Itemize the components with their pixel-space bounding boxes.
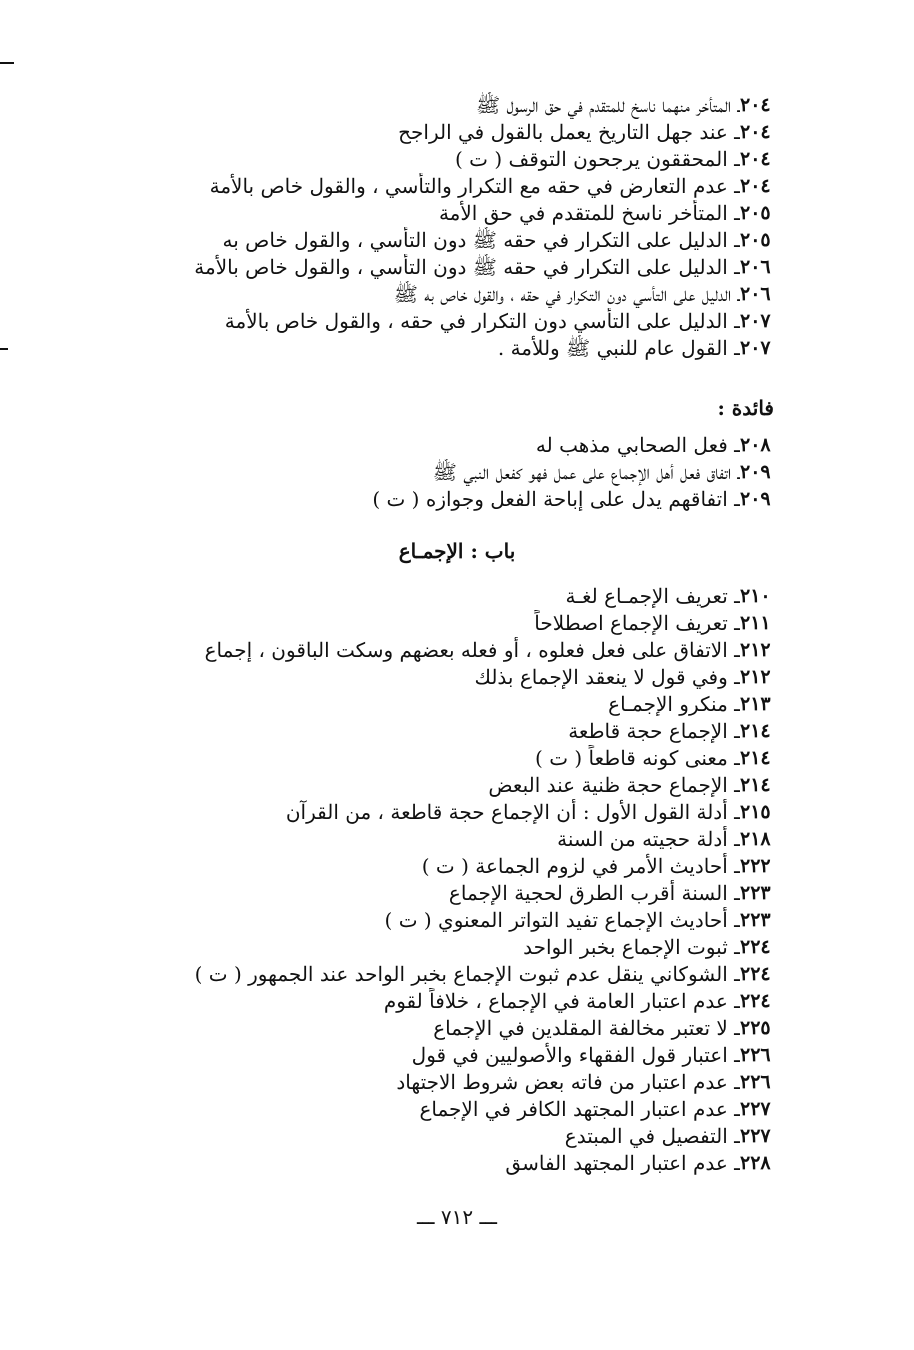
entry-text: ـ الدليل على التأسي دون التكرار في حقه ، والقول خاص بالأمة [224,309,740,333]
section-heading: باب : الإجمـاع [398,539,516,563]
index-entry [100,718,812,745]
entry-page: ٢٠٩ [740,488,771,510]
index-entry [100,745,812,772]
entry-page: ٢٠٤ [740,121,771,143]
entry-page: ٢٠٧ [740,310,771,332]
entry-page: ٢٢٥ [740,1017,771,1039]
entry-text: ـ منكرو الإجمـاع [608,692,740,716]
entry-text: ـ التفصيل في المبتدع [564,1124,740,1148]
entry-text: ـ تعريف الإجماع اصطلاحاً [534,611,740,635]
index-entry [100,961,812,988]
entry-page: ٢٠٥ [740,229,771,251]
index-entry [100,610,812,637]
entry-text: ـ فعل الصحابي مذهب له [535,433,740,457]
entry-page: ٢١٤ [740,720,771,742]
entry-text: ـ المتأخر ناسخ للمتقدم في حق الأمة [438,201,740,225]
index-entry [100,254,812,281]
entry-text: ـ أدلة حجيته من السنة [557,827,740,851]
index-entry [100,880,812,907]
entry-text: ـ عدم اعتبار المجتهد الكافر في الإجماع [419,1097,740,1121]
entry-page: ٢٢٤ [740,936,771,958]
section-heading: فائدة : [717,396,774,420]
entry-page: ٢٠٤ [740,148,771,170]
entry-page: ٢٠٤ [740,175,771,197]
entry-page: ٢٢٢ [740,855,771,877]
entry-page: ٢٢٦ [740,1044,771,1066]
entry-text: ـ أحاديث الأمر في لزوم الجماعة ( ت ) [421,854,740,878]
index-entry [100,1069,812,1096]
entry-text: ـ الشوكاني ينقل عدم ثبوت الإجماع بخبر الواحد عند الجمهور ( ت ) [194,962,740,986]
entry-text: ـ عدم التعارض في حقه مع التكرار والتأسي ، والقول خاص بالأمة [209,174,740,198]
entry-page: ٢٢٣ [740,882,771,904]
index-entry [100,988,812,1015]
entry-text: ـ اتفاقهم يدل على إباحة الفعل وجوازه ( ت ) [372,487,740,511]
entry-page: ٢٢٦ [740,1071,771,1093]
entry-text: ـ أحاديث الإجماع تفيد التواتر المعنوي ( ت ) [384,908,740,932]
entry-text: ـ أدلة القول الأول : أن الإجماع حجة قاطعة ، من القرآن [285,800,740,824]
entry-text: ـ عدم اعتبار المجتهد الفاسق [505,1151,740,1175]
index-entry [100,146,812,173]
index-entry [100,853,812,880]
entry-text: ـ السنة أقرب الطرق لحجية الإجماع [448,881,740,905]
entry-text: ـ الدليل على التكرار في حقه ﷺ دون التأسي ، والقول خاص به [222,228,740,252]
entry-page: ٢١٠ [740,585,771,607]
entry-page: ٢١١ [740,612,771,634]
entry-page: ٢٢٤ [740,963,771,985]
entry-text: ـ الاتفاق على فعل فعلوه ، أو فعله بعضهم وسكت الباقون ، إجماع [204,638,740,662]
index-entry [100,119,812,146]
entry-page: ٢١٤ [740,774,771,796]
entry-text: ـ ثبوت الإجماع بخبر الواحد [523,935,740,959]
entry-page: ٢١٨ [740,828,771,850]
index-entry [100,637,812,664]
entry-page: ٢١٢ [740,666,771,688]
entry-text: ـ لا تعتبر مخالفة المقلدين في الإجماع [433,1016,740,1040]
index-entry [100,308,812,335]
index-entry [100,1150,812,1177]
entry-text: ـ عند جهل التاريخ يعمل بالقول في الراجح [398,120,740,144]
index-entry [100,432,812,459]
index-entry [100,227,812,254]
index-entry [100,281,812,308]
entry-page: ٢٠٦ [740,256,771,278]
entry-text: ـ معنى كونه قاطعاً ( ت ) [535,746,740,770]
page-number: ـــ ٧١٢ ـــ [416,1205,498,1229]
scan-edge-mark [0,62,14,64]
index-entry [100,772,812,799]
entry-page: ٢١٢ [740,639,771,661]
entry-page: ٢٠٥ [740,202,771,224]
entry-text: ـ اتفاق فعل أهل الإجماع على عمل فهو كفعل النبي ﷺ [432,460,740,484]
entry-text: ـ المتأخر منهما ناسخ للمتقدم في حق الرسول ﷺ [476,93,740,117]
index-entry [100,459,812,486]
index-entry [100,934,812,961]
index-entry [100,691,812,718]
entry-page: ٢٠٧ [740,337,771,359]
index-entry [100,1123,812,1150]
entry-page: ٢١٥ [740,801,771,823]
entry-text: ـ عدم اعتبار العامة في الإجماع ، خلافاً لقوم [383,989,740,1013]
entry-page: ٢١٣ [740,693,771,715]
index-entry [100,826,812,853]
index-entry [100,664,812,691]
entry-text: ـ الدليل على التكرار في حقه ﷺ دون التأسي ، والقول خاص بالأمة [194,255,740,279]
entry-page: ٢٠٦ [740,283,771,305]
entry-page: ٢٠٤ [740,94,771,116]
entry-page: ٢٢٧ [740,1098,771,1120]
entry-page: ٢٢٤ [740,990,771,1012]
entry-page: ٢٢٧ [740,1125,771,1147]
index-entry [100,799,812,826]
index-entry [100,200,812,227]
entry-text: ـ اعتبار قول الفقهاء والأصوليين في قول [411,1043,740,1067]
index-entry [100,1096,812,1123]
index-entry [100,486,812,513]
index-entry [100,583,812,610]
index-entry [100,173,812,200]
entry-text: ـ عدم اعتبار من فاته بعض شروط الاجتهاد [396,1070,740,1094]
index-entry [100,1042,812,1069]
entry-text: ـ الإجماع حجة ظنية عند البعض [488,773,740,797]
entry-page: ٢٢٣ [740,909,771,931]
entry-text: ـ القول عام للنبي ﷺ وللأمة . [497,336,740,360]
entry-page: ٢٢٨ [740,1152,771,1174]
entry-text: ـ الدليل على التأسي دون التكرار في حقه ، والقول خاص به ﷺ [393,282,740,306]
scan-edge-mark [0,348,8,350]
entry-text: ـ الإجماع حجة قاطعة [568,719,740,743]
index-entry [100,92,812,119]
entry-page: ٢١٤ [740,747,771,769]
entry-text: ـ المحققون يرجحون التوقف ( ت ) [455,147,740,171]
index-entry [100,1015,812,1042]
index-entry [100,907,812,934]
entry-page: ٢٠٩ [740,461,771,483]
entry-page: ٢٠٨ [740,434,771,456]
entry-text: ـ تعريف الإجمـاع لغـة [565,584,740,608]
index-entry [100,335,812,362]
entry-text: ـ وفي قول لا ينعقد الإجماع بذلك [474,665,740,689]
